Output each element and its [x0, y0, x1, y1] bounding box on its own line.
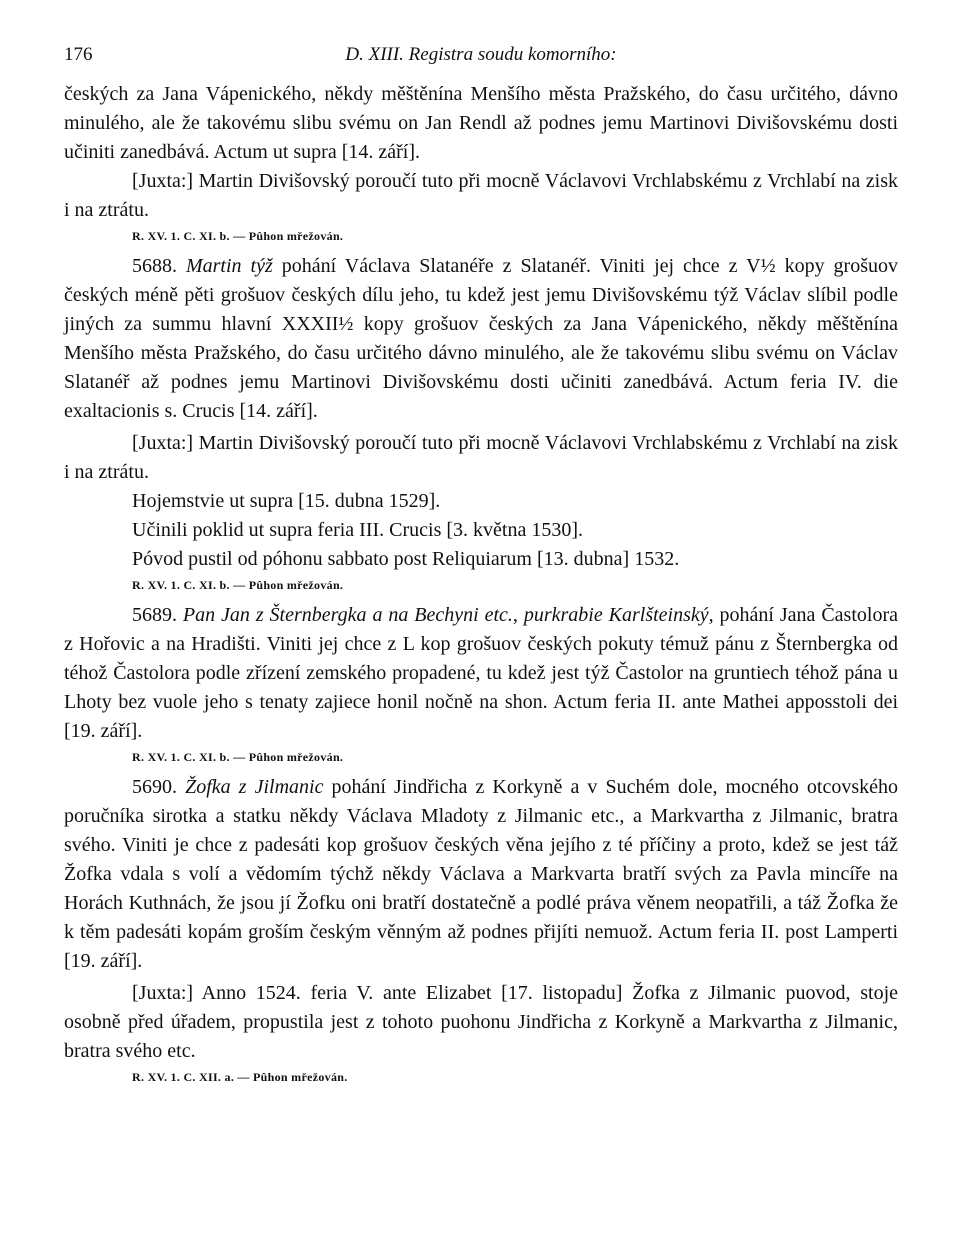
- entry-5689: [64, 601, 898, 746]
- reference-note: R. XV. 1. C. XI. b. — Pûhon mřežován.: [132, 750, 344, 764]
- paragraph: českých za Jana Vápenického, někdy měštěnína Menšího města Pražského, do času určitého, dávno minulého, ale že takovému slibu svému on Jan Rendl až podnes jemu Martinovi Divišovskému dosti učiniti zanedbává. Actum ut supra [14. září].: [64, 83, 898, 163]
- entry-number: 5688.: [132, 255, 186, 277]
- reference-note: R. XV. 1. C. XI. b. — Pûhon mřežován.: [132, 229, 344, 243]
- entry-text: pohání Václava Slatanéře z Slatanéř. Viniti jej chce z V½ kopy grošuov českých méně pěti grošuov českých dílu jeho, tu kdež jest jemu Divišovskému týž Václav slíbil podle jiných za summu hlavní XXXII½ kopy grošuov českých za Jana Vápenického, někdy měštěnína Menšího města Pražského, do času určitého dávno minulého, ale že takovému slibu svému on Václav Slatanéř až podnes jemu Martinovi Divišovskému dosti učiniti zanedbává. Actum feria IV. die exaltacionis s. Crucis [14. září].: [64, 255, 899, 422]
- reference-note: R. XV. 1. C. XII. a. — Pûhon mřežován.: [132, 1070, 348, 1084]
- page-number: 176: [64, 44, 93, 65]
- entry-5690: [64, 773, 898, 976]
- entry-party: Pan Jan z Šternbergka a na Bechyni etc., purkrabie Karlšteinský,: [182, 604, 714, 626]
- note-line: Učinili poklid ut supra feria III. Crucis [3. května 1530].: [132, 519, 583, 541]
- juxta-paragraph: [Juxta:] Anno 1524. feria V. ante Elizabet [17. listopadu] Žofka z Jilmanic puovod, stoje osobně před úřadem, propustila jest z tohoto puohonu Jindřicha z Korkyně a Markvartha z Jilmanic, bratra svého etc.: [64, 982, 898, 1062]
- document-page: [64, 40, 898, 1093]
- note-line: Póvod pustil od póhonu sabbato post Reliquiarum [13. dubna] 1532.: [132, 548, 680, 570]
- juxta-paragraph: [Juxta:] Martin Divišovský poroučí tuto při mocně Václavovi Vrchlabskému z Vrchlabí na zisk i na ztrátu.: [64, 432, 898, 483]
- reference-note: R. XV. 1. C. XI. b. — Pûhon mřežován.: [132, 578, 344, 592]
- entry-number: 5689.: [132, 604, 183, 626]
- page-header: [64, 40, 898, 80]
- juxta-paragraph: [Juxta:] Martin Divišovský poroučí tuto při mocně Václavovi Vrchlabskému z Vrchlabí na zisk i na ztrátu.: [64, 170, 898, 221]
- entry-number: 5690.: [132, 776, 186, 798]
- running-head: D. XIII. Registra soudu komorního:: [345, 44, 617, 65]
- entry-5688: [64, 252, 898, 426]
- entry-text: pohání Jindřicha z Korkyně a v Suchém dole, mocného otcovského poručníka sirotka a statku někdy Václava Mladoty z Jilmanic etc., a Markvartha z Jilmanic, bratra svého. Viniti je chce z padesáti kop grošuov českých věna jejího z té příčiny a proto, kdež se jest táž Žofka vdala s volí a vědomím týchž někdy Václava a Markvarta bratří svých za Pavla mincíře na Horách Kuthnách, že jsou jí Žofku oni bratří dostatečně a podlé práva věnem neopatřili, a táž Žofka že k těm padesáti kopám groším českým věnným až podnes přijíti nemuož. Actum feria II. post Lamperti [19. září].: [64, 776, 899, 972]
- entry-party: Martin týž: [185, 255, 273, 277]
- note-line: Hojemstvie ut supra [15. dubna 1529].: [132, 490, 441, 512]
- entry-text: pohání Jana Častolora z Hořovic a na Hradišti. Viniti jej chce z L kop grošuov českých pokuty témuž pánu z Šternbergka od téhož Častolora podle zřízení zemského propadené, tu kdež jest týž Častolor na gruntiech téhož pána u Lhoty bez vuole jeho s tenaty zajiece honil nočně na shon. Actum feria II. ante Mathei apposstoli dei [19. září].: [64, 604, 898, 742]
- entry-party: Žofka z Jilmanic: [185, 776, 324, 798]
